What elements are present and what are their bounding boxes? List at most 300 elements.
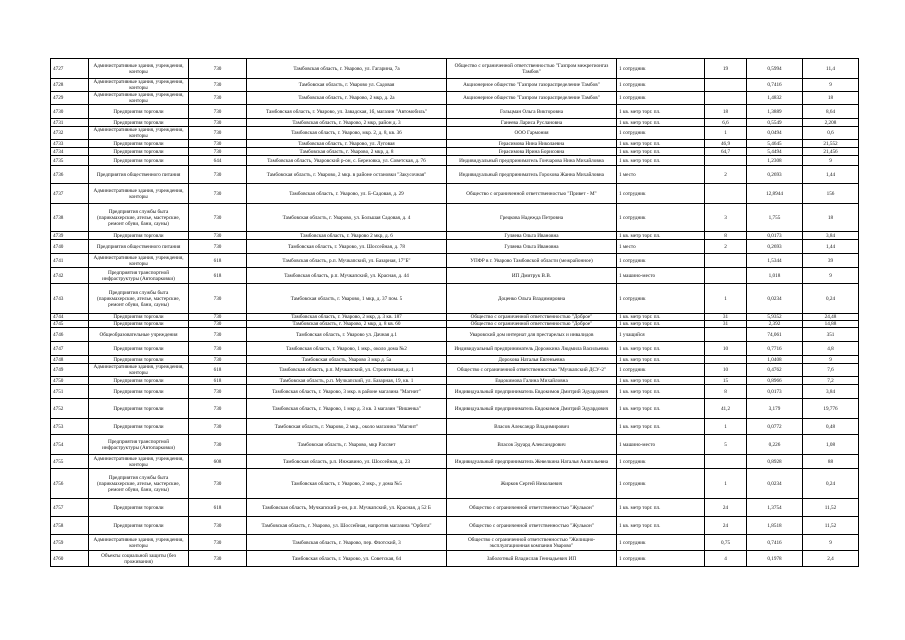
table-row [51, 59, 859, 79]
table-cell-type: Предприятия торговли [89, 140, 189, 148]
table-cell-count: 24 [705, 517, 747, 535]
table-cell-organization: Грецкова Надежда Петровна [447, 204, 617, 232]
table-cell-no: 4744 [51, 314, 89, 321]
table-cell-value: 1,4832 [747, 92, 803, 105]
table-cell-code: 644 [189, 156, 247, 166]
table-cell-organization: Общество с ограниченной ответственностью "Привет - М" [447, 184, 617, 204]
table-cell-address: Тамбовская область, г. Уварово, ул. Луговая [247, 140, 447, 148]
table-cell-type: Административные здания, учреждения, конторы [89, 364, 189, 377]
table-cell-total: 9 [803, 535, 859, 551]
table-cell-unit: 1 сотрудник [617, 184, 705, 204]
table-cell-address: Тамбовская область, г. Уварово, мкр. 2, д. 8, кв. 36 [247, 127, 447, 140]
table-cell-value: 0,7416 [747, 535, 803, 551]
table-cell-type: Предприятия торговли [89, 148, 189, 156]
table-cell-count: 24 [705, 499, 747, 517]
table-cell-unit: 1 сотрудник [617, 92, 705, 105]
table-cell-total: 14,88 [803, 321, 859, 328]
table-cell-total: 18 [803, 204, 859, 232]
table-cell-code: 730 [189, 204, 247, 232]
table-cell-count: 41,2 [705, 399, 747, 419]
table-row [51, 92, 859, 105]
table-cell-unit: 1 кв. метр торг. пл. [617, 377, 705, 385]
table-cell-type: Общеобразовательные учреждения [89, 328, 189, 342]
table-cell-unit: 1 кв. метр торг. пл. [617, 385, 705, 399]
table-cell-organization: Ганеева Лариса Руслановна [447, 119, 617, 127]
table-cell-value: 0,4762 [747, 364, 803, 377]
table-cell-value: 1,2308 [747, 156, 803, 166]
table-cell-code: 730 [189, 399, 247, 419]
table-cell-total: 21,456 [803, 148, 859, 156]
table-cell-type: Предприятия торговли [89, 377, 189, 385]
table-cell-total: 351 [803, 328, 859, 342]
table-cell-value: 0,8928 [747, 455, 803, 469]
table-cell-count: 3 [705, 204, 747, 232]
table-cell-no: 4750 [51, 377, 89, 385]
table-cell-total: 7,6 [803, 364, 859, 377]
table-cell-value: 1,3889 [747, 105, 803, 119]
table-cell-total: 11,52 [803, 499, 859, 517]
table-cell-organization: Уваровский дом интернат для престарелых и инвалидов [447, 328, 617, 342]
table-cell-code: 730 [189, 535, 247, 551]
table-cell-code: 730 [189, 321, 247, 328]
table-cell-total: 2,208 [803, 119, 859, 127]
table-cell-address: Тамбовская область, р.п. Мучкапский, ул. Красная, д. 44 [247, 268, 447, 284]
table-cell-no: 4739 [51, 232, 89, 240]
table-cell-unit: 1 сотрудник [617, 469, 705, 499]
table-cell-organization: Акционерное общество "Газпром газораспределение Тамбов" [447, 92, 617, 105]
table-cell-organization: ООО Гармония [447, 127, 617, 140]
table-cell-no: 4729 [51, 92, 89, 105]
table-cell-total: 1,44 [803, 240, 859, 254]
table-cell-organization: Индивидуальный предприниматель Горохова Жанна Михайловна [447, 166, 617, 184]
table-cell-code: 730 [189, 356, 247, 364]
table-cell-unit: 1 сотрудник [617, 204, 705, 232]
table-row [51, 119, 859, 127]
table-row [51, 79, 859, 92]
table-cell-count [705, 79, 747, 92]
table-cell-total: 21,552 [803, 140, 859, 148]
table-cell-address: Тамбовская область, г. Уварово, мкр Рассвет [247, 435, 447, 455]
table-cell-address: Тамбовская область, г. Уварово, 2 мкр., около магазина "Магнит" [247, 419, 447, 435]
table-cell-total: 1,08 [803, 435, 859, 455]
table-cell-address: Тамбовская область, г. Уварово ул. Садовая [247, 79, 447, 92]
table-cell-code: 730 [189, 140, 247, 148]
table-cell-unit: 1 машино-место [617, 435, 705, 455]
table-cell-count [705, 455, 747, 469]
table-cell-unit: 1 сотрудник [617, 551, 705, 567]
table-cell-unit: 1 сотрудник [617, 364, 705, 377]
table-cell-no: 4758 [51, 517, 89, 535]
table-cell-unit: 1 место [617, 240, 705, 254]
table-cell-code: 608 [189, 455, 247, 469]
table-cell-address: Тамбовская область, р.п. Инжавино, ул. Шоссейная, д. 23 [247, 455, 447, 469]
table-cell-value: 0,2693 [747, 240, 803, 254]
table-cell-count: 1 [705, 469, 747, 499]
table-cell-address: Тамбовская область, Уварово 3 мкр д. 5а [247, 356, 447, 364]
table-row [51, 399, 859, 419]
table-cell-total: 8,64 [803, 105, 859, 119]
table-cell-organization: Общество с ограниченной ответственностью "Доброе" [447, 314, 617, 321]
table-cell-code: 730 [189, 435, 247, 455]
table-cell-total: 11,52 [803, 517, 859, 535]
table-cell-code: 730 [189, 240, 247, 254]
table-cell-total: 24,48 [803, 314, 859, 321]
table-cell-organization: Общество с ограниченной ответственностью "Жилищно-эксплуатационная компания Уварово" [447, 535, 617, 551]
table-cell-organization: Гуляева Ольга Ивановна [447, 240, 617, 254]
table-cell-count: 64,7 [705, 148, 747, 156]
table-row [51, 435, 859, 455]
table-cell-code: 730 [189, 105, 247, 119]
table-cell-no: 4740 [51, 240, 89, 254]
table-cell-type: Предприятия службы быта (парикмахерские, ателье, мастерские, ремонт обуви, бани, сауны) [89, 284, 189, 314]
table-cell-value: 12,8944 [747, 184, 803, 204]
table-cell-unit: 1 сотрудник [617, 455, 705, 469]
table-row [51, 284, 859, 314]
table-cell-total: 0,24 [803, 284, 859, 314]
table-cell-unit: 1 сотрудник [617, 79, 705, 92]
table-cell-count: 1 [705, 419, 747, 435]
table-cell-total: 88 [803, 455, 859, 469]
table-cell-no: 4745 [51, 321, 89, 328]
table-cell-no: 4741 [51, 254, 89, 268]
table-cell-organization: ИП Дмитрук В.В. [447, 268, 617, 284]
table-cell-address: Тамбовская область, г. Уварово, ул. Советская, 64 [247, 551, 447, 567]
table-cell-count: 5 [705, 435, 747, 455]
table-cell-organization: Индивидуальный предприниматель Гончарова Нина Михайловна [447, 156, 617, 166]
table-cell-address: Тамбовская область, г. Уварово, 2 мкр, д. 8 кв. 60 [247, 321, 447, 328]
table-row [51, 455, 859, 469]
table-cell-unit: 1 кв. метр торг. пл. [617, 419, 705, 435]
table-cell-code: 730 [189, 385, 247, 399]
table-cell-count [705, 156, 747, 166]
table-cell-total: 0,24 [803, 469, 859, 499]
table-cell-value: 0,8966 [747, 377, 803, 385]
table-row [51, 385, 859, 399]
table-cell-unit: 1 сотрудник [617, 59, 705, 79]
table-cell-code: 730 [189, 79, 247, 92]
table-cell-count: 0,75 [705, 535, 747, 551]
table-cell-count: 18 [705, 105, 747, 119]
table-cell-code: 730 [189, 92, 247, 105]
table-cell-address: Тамбовская область, г. Уварово 2 мкр, д. 6 [247, 232, 447, 240]
table-cell-code: 730 [189, 469, 247, 499]
table-cell-no: 4732 [51, 127, 89, 140]
table-row [51, 148, 859, 156]
table-cell-code: 730 [189, 328, 247, 342]
table-cell-address: Тамбовская область, г. Уварово, 1 мкр, д. 37 пом. 5 [247, 284, 447, 314]
table-cell-value: 1,5344 [747, 254, 803, 268]
table-cell-no: 4733 [51, 140, 89, 148]
table-cell-count: 46,9 [705, 140, 747, 148]
table-cell-count: 1 [705, 284, 747, 314]
table-cell-type: Административные здания, учреждения, конторы [89, 184, 189, 204]
table-cell-count [705, 184, 747, 204]
table-cell-no: 4752 [51, 399, 89, 419]
table-cell-count: 2 [705, 240, 747, 254]
table-cell-value: 0,0494 [747, 127, 803, 140]
table-cell-no: 4727 [51, 59, 89, 79]
table-cell-organization: Общество с ограниченной ответственностью "Доброе" [447, 321, 617, 328]
table-cell-value: 74,061 [747, 328, 803, 342]
table-row [51, 469, 859, 499]
table-cell-address: Тамбовская область, г. Уварово, ул. Большая Садовая, д. 4 [247, 204, 447, 232]
table-cell-unit: 1 кв. метр торг. пл. [617, 140, 705, 148]
table-cell-code: 730 [189, 148, 247, 156]
table-cell-no: 4743 [51, 284, 89, 314]
table-cell-type: Предприятия торговли [89, 314, 189, 321]
table-cell-no: 4747 [51, 342, 89, 356]
table-row [51, 356, 859, 364]
table-cell-address: Тамбовская область, г. Уварово ул. Дачная д.1 [247, 328, 447, 342]
table-cell-address: Тамбовская область, р.п. Мучкапский, ул. Базарная, 17"Б" [247, 254, 447, 268]
table-row [51, 328, 859, 342]
table-cell-address: Тамбовская область, г. Уварово, ул. Шоссейная, д. 78 [247, 240, 447, 254]
table-cell-unit: 1 место [617, 166, 705, 184]
table-cell-no: 4749 [51, 364, 89, 377]
table-cell-address: Тамбовская область, г. Уварово, 3 мкр. в районе магазина "Магнит" [247, 385, 447, 399]
registry-table [50, 58, 859, 567]
table-cell-value: 5,4645 [747, 140, 803, 148]
table-cell-organization: Индивидуальный предприниматель Евдокимов Дмитрий Эдуардович [447, 399, 617, 419]
table-cell-address: Тамбовская область, г. Уварово, 2 мкр., у дома №5 [247, 469, 447, 499]
table-row [51, 240, 859, 254]
table-cell-code: 730 [189, 517, 247, 535]
table-cell-unit: 1 кв. метр торг. пл. [617, 499, 705, 517]
registry-page [50, 58, 858, 567]
table-cell-value: 5,4494 [747, 148, 803, 156]
table-cell-address: Тамбовская область, р.п. Мучкапский, ул. Строительная, д. 1 [247, 364, 447, 377]
table-cell-unit: 1 кв. метр торг. пл. [617, 314, 705, 321]
table-cell-unit: 1 кв. метр торг. пл. [617, 356, 705, 364]
table-row [51, 377, 859, 385]
table-cell-address: Тамбовская область, г. Уварово, 1 мкр д. 3 кв. 3 магазин "Вишенка" [247, 399, 447, 419]
table-cell-code: 618 [189, 499, 247, 517]
table-cell-no: 4736 [51, 166, 89, 184]
table-cell-value: 5,9352 [747, 314, 803, 321]
table-cell-value: 2,392 [747, 321, 803, 328]
table-cell-unit: 1 сотрудник [617, 284, 705, 314]
table-cell-total: 7,2 [803, 377, 859, 385]
table-cell-type: Объекты социальной защиты (без проживания) [89, 551, 189, 567]
table-cell-total: 9 [803, 356, 859, 364]
table-cell-organization: Индивидуальный предприниматель Дорожкина Людмила Васильевна [447, 342, 617, 356]
table-cell-code: 618 [189, 377, 247, 385]
table-cell-address: Тамбовская область, г. Уварово, 2 мкр. в районе остановки "Закусочная" [247, 166, 447, 184]
table-cell-organization: Индивидуальный предприниматель Евдокимов Дмитрий Эдуардович [447, 385, 617, 399]
table-cell-total: 4,8 [803, 342, 859, 356]
table-row [51, 105, 859, 119]
table-row [51, 419, 859, 435]
table-cell-organization: Власов Александр Владимирович [447, 419, 617, 435]
table-cell-no: 4742 [51, 268, 89, 284]
table-cell-count: 6,6 [705, 119, 747, 127]
table-cell-address: Тамбовская область, р.п. Мучкапский, ул. Базарная, 19, кв. 1 [247, 377, 447, 385]
table-cell-total: 9 [803, 79, 859, 92]
table-cell-no: 4748 [51, 356, 89, 364]
table-cell-total: 39 [803, 254, 859, 268]
table-cell-code: 730 [189, 314, 247, 321]
table-cell-no: 4753 [51, 419, 89, 435]
table-cell-unit: 1 кв. метр торг. пл. [617, 399, 705, 419]
table-cell-code: 730 [189, 284, 247, 314]
table-cell-total: 9 [803, 156, 859, 166]
table-cell-value: 0,5549 [747, 119, 803, 127]
table-cell-type: Предприятия торговли [89, 356, 189, 364]
table-cell-value: 0,0772 [747, 419, 803, 435]
table-cell-code: 730 [189, 184, 247, 204]
table-cell-type: Предприятия торговли [89, 342, 189, 356]
table-cell-value: 1,8518 [747, 517, 803, 535]
table-cell-organization: Гуляева Ольга Ивановна [447, 232, 617, 240]
table-row [51, 166, 859, 184]
table-row [51, 140, 859, 148]
table-cell-no: 4737 [51, 184, 89, 204]
table-row [51, 321, 859, 328]
table-row [51, 499, 859, 517]
table-cell-type: Административные здания, учреждения, конторы [89, 92, 189, 105]
table-cell-no: 4757 [51, 499, 89, 517]
table-cell-unit: 1 кв. метр торг. пл. [617, 148, 705, 156]
table-cell-type: Административные здания, учреждения, конторы [89, 79, 189, 92]
table-cell-type: Предприятия общественного питания [89, 240, 189, 254]
table-cell-unit: 1 кв. метр торг. пл. [617, 342, 705, 356]
table-cell-organization: Доценко Ольга Владимировна [447, 284, 617, 314]
table-row [51, 268, 859, 284]
table-cell-total: 11,4 [803, 59, 859, 79]
table-cell-unit: 1 кв. метр торг. пл. [617, 105, 705, 119]
table-cell-value: 1,018 [747, 268, 803, 284]
table-cell-address: Тамбовская область, Уваровский р-он, с. Березовка, ул. Советская, д. 76 [247, 156, 447, 166]
table-cell-no: 4735 [51, 156, 89, 166]
table-row [51, 127, 859, 140]
table-cell-total: 156 [803, 184, 859, 204]
table-cell-no: 4760 [51, 551, 89, 567]
table-cell-total: 9 [803, 268, 859, 284]
table-cell-no: 4731 [51, 119, 89, 127]
table-cell-unit: 1 учащийся [617, 328, 705, 342]
table-cell-count: 31 [705, 321, 747, 328]
table-cell-no: 4746 [51, 328, 89, 342]
table-cell-organization: Акционерное общество "Газпром газораспределение Тамбов" [447, 79, 617, 92]
table-row [51, 342, 859, 356]
table-cell-type: Предприятия торговли [89, 419, 189, 435]
table-cell-address: Тамбовская область, г. Уварово, 2 мкр, д. 2а [247, 92, 447, 105]
table-cell-count: 2 [705, 166, 747, 184]
table-cell-organization: УПФР в г. Уварово Тамбовской области (межрайонное) [447, 254, 617, 268]
table-cell-count: 10 [705, 364, 747, 377]
table-cell-organization: Заболотный Владислав Геннадьевич ИП [447, 551, 617, 567]
table-cell-type: Предприятия торговли [89, 517, 189, 535]
table-cell-type: Предприятия службы быта (парикмахерские, ателье, мастерские, ремонт обуви, бани, сауны) [89, 204, 189, 232]
table-cell-unit: 1 кв. метр торг. пл. [617, 232, 705, 240]
table-cell-organization: Общество с ограниченной ответственностью "Газпром межрегионгаз Тамбов" [447, 59, 617, 79]
table-cell-total: 2,4 [803, 551, 859, 567]
table-cell-code: 618 [189, 268, 247, 284]
table-cell-no: 4754 [51, 435, 89, 455]
table-row [51, 314, 859, 321]
table-cell-organization: Дорохова Наталья Евгеньевна [447, 356, 617, 364]
table-cell-value: 1,0408 [747, 356, 803, 364]
table-cell-value: 3,179 [747, 399, 803, 419]
table-cell-code: 730 [189, 342, 247, 356]
table-cell-organization: Общество с ограниченной ответственностью "Жулькон" [447, 517, 617, 535]
table-cell-count: 10 [705, 342, 747, 356]
table-cell-count [705, 328, 747, 342]
table-cell-type: Административные здания, учреждения, конторы [89, 127, 189, 140]
table-cell-type: Предприятия торговли [89, 156, 189, 166]
table-cell-value: 0,2693 [747, 166, 803, 184]
table-cell-address: Тамбовская область, г. Уварово, ул. Завадская, 1б, магазин "Автомобиль" [247, 105, 447, 119]
table-cell-type: Предприятия торговли [89, 321, 189, 328]
table-cell-code: 618 [189, 254, 247, 268]
table-cell-value: 0,226 [747, 435, 803, 455]
table-cell-code: 618 [189, 364, 247, 377]
registry-table-body [51, 59, 859, 567]
table-cell-value: 0,1978 [747, 551, 803, 567]
table-cell-type: Предприятия торговли [89, 399, 189, 419]
table-cell-value: 1,755 [747, 204, 803, 232]
table-cell-total: 1,44 [803, 166, 859, 184]
table-cell-value: 0,5994 [747, 59, 803, 79]
table-row [51, 517, 859, 535]
table-cell-organization: Общество с ограниченной ответственностью "Мучкапский ДСУ-2" [447, 364, 617, 377]
table-cell-address: Тамбовская область, г. Уварово, 2 мкр, район д. 3 [247, 119, 447, 127]
table-cell-count: 1 [705, 127, 747, 140]
table-cell-code: 730 [189, 119, 247, 127]
table-cell-type: Предприятия торговли [89, 232, 189, 240]
table-cell-code: 730 [189, 551, 247, 567]
table-row [51, 254, 859, 268]
table-cell-organization: Евдокимова Галина Михайловна [447, 377, 617, 385]
table-cell-type: Предприятия общественного питания [89, 166, 189, 184]
table-row [51, 364, 859, 377]
table-cell-total: 3,84 [803, 385, 859, 399]
table-cell-value: 0,7416 [747, 79, 803, 92]
table-row [51, 204, 859, 232]
table-cell-type: Предприятия транспортной инфраструктуры (Автопарковки) [89, 268, 189, 284]
table-cell-type: Предприятия торговли [89, 385, 189, 399]
table-cell-value: 0,0234 [747, 284, 803, 314]
table-cell-organization: Жирков Сергей Николаевич [447, 469, 617, 499]
table-cell-total: 19,776 [803, 399, 859, 419]
table-cell-code: 730 [189, 127, 247, 140]
table-cell-count [705, 356, 747, 364]
table-row [51, 551, 859, 567]
table-cell-value: 1,3754 [747, 499, 803, 517]
table-cell-count: 8 [705, 232, 747, 240]
table-cell-no: 4730 [51, 105, 89, 119]
table-cell-count [705, 254, 747, 268]
table-cell-no: 4734 [51, 148, 89, 156]
table-cell-unit: 1 сотрудник [617, 535, 705, 551]
table-cell-count [705, 92, 747, 105]
table-cell-type: Предприятия транспортной инфраструктуры (Автопарковки) [89, 435, 189, 455]
table-cell-address: Тамбовская область, г. Уварово, 2 мкр, д. 3 кв. 187 [247, 314, 447, 321]
table-cell-organization: Власов Эдуард Александрович [447, 435, 617, 455]
table-cell-code: 730 [189, 232, 247, 240]
table-cell-no: 4755 [51, 455, 89, 469]
table-cell-address: Тамбовская область, г. Уварово, пер. Флотский, 3 [247, 535, 447, 551]
table-cell-unit: 1 кв. метр торг. пл. [617, 119, 705, 127]
table-cell-organization: Герасимова Нина Николаевна [447, 140, 617, 148]
table-cell-address: Тамбовская область, г. Уварово, ул. Гагарина, 7а [247, 59, 447, 79]
table-cell-value: 0,7716 [747, 342, 803, 356]
table-cell-count: 4 [705, 551, 747, 567]
table-cell-type: Предприятия торговли [89, 119, 189, 127]
table-cell-count: 15 [705, 377, 747, 385]
table-cell-type: Предприятия торговли [89, 105, 189, 119]
table-cell-unit: 1 сотрудник [617, 254, 705, 268]
